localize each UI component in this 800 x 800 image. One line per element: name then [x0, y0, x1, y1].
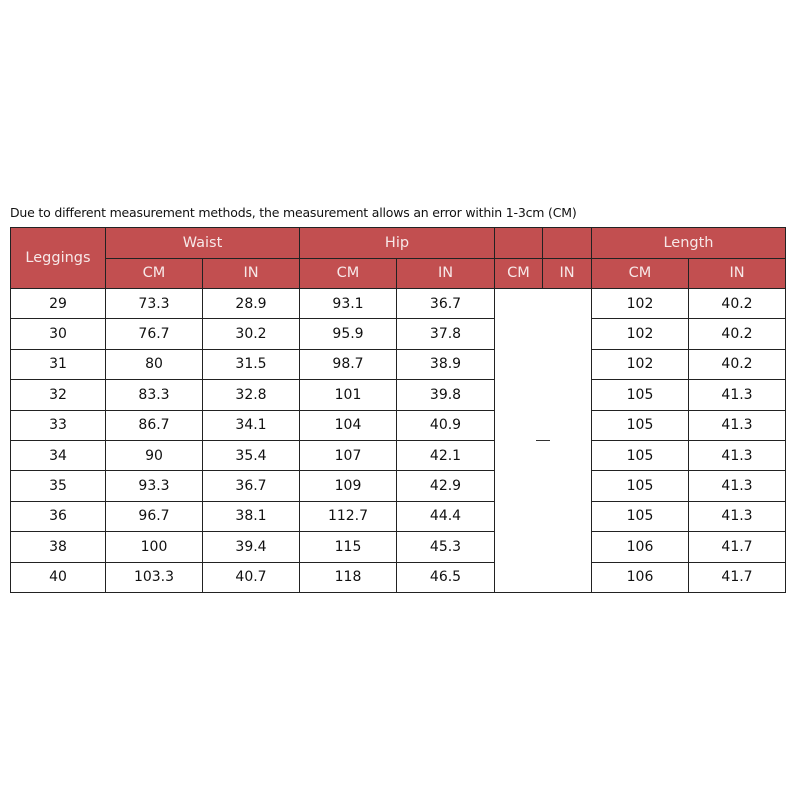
table-row [11, 380, 786, 410]
cell-hip-in: 44.4 [397, 501, 495, 531]
unit-length-in: IN [689, 258, 786, 289]
cell-waist-cm: 90 [106, 440, 203, 470]
cell-waist-in: 30.2 [203, 319, 300, 349]
cell-waist-cm: 86.7 [106, 410, 203, 440]
unit-hip-in: IN [397, 258, 495, 289]
table-row [11, 349, 786, 379]
cell-hip-cm: 109 [300, 471, 397, 501]
cell-waist-in: 28.9 [203, 289, 300, 319]
table-row [11, 319, 786, 349]
cell-hip-cm: 115 [300, 532, 397, 562]
header-row-units [11, 258, 786, 289]
unit-waist-in: IN [203, 258, 300, 289]
cell-length-cm: 105 [592, 410, 689, 440]
cell-hip-cm: 98.7 [300, 349, 397, 379]
cell-hip-in: 36.7 [397, 289, 495, 319]
cell-length-cm: 105 [592, 471, 689, 501]
cell-waist-cm: 73.3 [106, 289, 203, 319]
table-body [11, 289, 786, 593]
table-row [11, 471, 786, 501]
cell-length-cm: 105 [592, 440, 689, 470]
size-chart-table [10, 227, 786, 593]
cell-waist-in: 36.7 [203, 471, 300, 501]
merged-empty-cell [495, 289, 592, 593]
cell-length-in: 41.3 [689, 410, 786, 440]
cell-hip-cm: 107 [300, 440, 397, 470]
cell-waist-cm: 93.3 [106, 471, 203, 501]
cell-length-in: 40.2 [689, 349, 786, 379]
cell-waist-in: 39.4 [203, 532, 300, 562]
unit-blank-in: IN [543, 258, 592, 289]
cell-hip-in: 40.9 [397, 410, 495, 440]
cell-waist-cm: 80 [106, 349, 203, 379]
cell-length-cm: 106 [592, 532, 689, 562]
cell-waist-cm: 76.7 [106, 319, 203, 349]
dash-mark [536, 440, 550, 441]
cell-length-cm: 102 [592, 319, 689, 349]
cell-length-cm: 102 [592, 289, 689, 319]
cell-size: 32 [11, 380, 106, 410]
cell-hip-in: 45.3 [397, 532, 495, 562]
cell-length-cm: 106 [592, 562, 689, 592]
cell-hip-in: 42.9 [397, 471, 495, 501]
cell-hip-in: 37.8 [397, 319, 495, 349]
cell-length-in: 40.2 [689, 319, 786, 349]
cell-hip-in: 38.9 [397, 349, 495, 379]
cell-size: 35 [11, 471, 106, 501]
unit-waist-cm: CM [106, 258, 203, 289]
cell-waist-in: 38.1 [203, 501, 300, 531]
cell-length-in: 41.7 [689, 532, 786, 562]
cell-length-in: 41.3 [689, 380, 786, 410]
cell-waist-cm: 103.3 [106, 562, 203, 592]
unit-blank-cm: CM [495, 258, 543, 289]
cell-waist-in: 35.4 [203, 440, 300, 470]
cell-size: 30 [11, 319, 106, 349]
cell-length-in: 41.7 [689, 562, 786, 592]
cell-hip-cm: 112.7 [300, 501, 397, 531]
cell-size: 36 [11, 501, 106, 531]
cell-waist-in: 32.8 [203, 380, 300, 410]
cell-size: 34 [11, 440, 106, 470]
header-waist: Waist [106, 228, 300, 259]
unit-hip-cm: CM [300, 258, 397, 289]
cell-waist-cm: 100 [106, 532, 203, 562]
cell-length-cm: 105 [592, 380, 689, 410]
cell-size: 31 [11, 349, 106, 379]
cell-length-cm: 102 [592, 349, 689, 379]
cell-hip-cm: 95.9 [300, 319, 397, 349]
cell-hip-cm: 101 [300, 380, 397, 410]
cell-size: 29 [11, 289, 106, 319]
cell-hip-cm: 118 [300, 562, 397, 592]
cell-hip-cm: 104 [300, 410, 397, 440]
cell-waist-cm: 83.3 [106, 380, 203, 410]
cell-length-in: 41.3 [689, 440, 786, 470]
cell-hip-in: 42.1 [397, 440, 495, 470]
cell-length-in: 41.3 [689, 471, 786, 501]
cell-waist-in: 31.5 [203, 349, 300, 379]
table-row [11, 532, 786, 562]
cell-length-in: 41.3 [689, 501, 786, 531]
cell-waist-cm: 96.7 [106, 501, 203, 531]
table-row [11, 440, 786, 470]
cell-hip-in: 39.8 [397, 380, 495, 410]
table-row [11, 562, 786, 592]
cell-length-in: 40.2 [689, 289, 786, 319]
header-length: Length [592, 228, 786, 259]
header-row-groups [11, 228, 786, 259]
cell-hip-cm: 93.1 [300, 289, 397, 319]
cell-size: 33 [11, 410, 106, 440]
cell-length-cm: 105 [592, 501, 689, 531]
measurement-note: Due to different measurement methods, the measurement allows an error within 1-3cm (CM) [10, 205, 577, 220]
header-blank-1 [495, 228, 543, 259]
cell-size: 38 [11, 532, 106, 562]
unit-length-cm: CM [592, 258, 689, 289]
cell-waist-in: 40.7 [203, 562, 300, 592]
table-row [11, 410, 786, 440]
cell-waist-in: 34.1 [203, 410, 300, 440]
header-leggings: Leggings [11, 228, 106, 289]
table-row [11, 289, 786, 319]
cell-hip-in: 46.5 [397, 562, 495, 592]
header-hip: Hip [300, 228, 495, 259]
cell-size: 40 [11, 562, 106, 592]
table-row [11, 501, 786, 531]
header-blank-2 [543, 228, 592, 259]
